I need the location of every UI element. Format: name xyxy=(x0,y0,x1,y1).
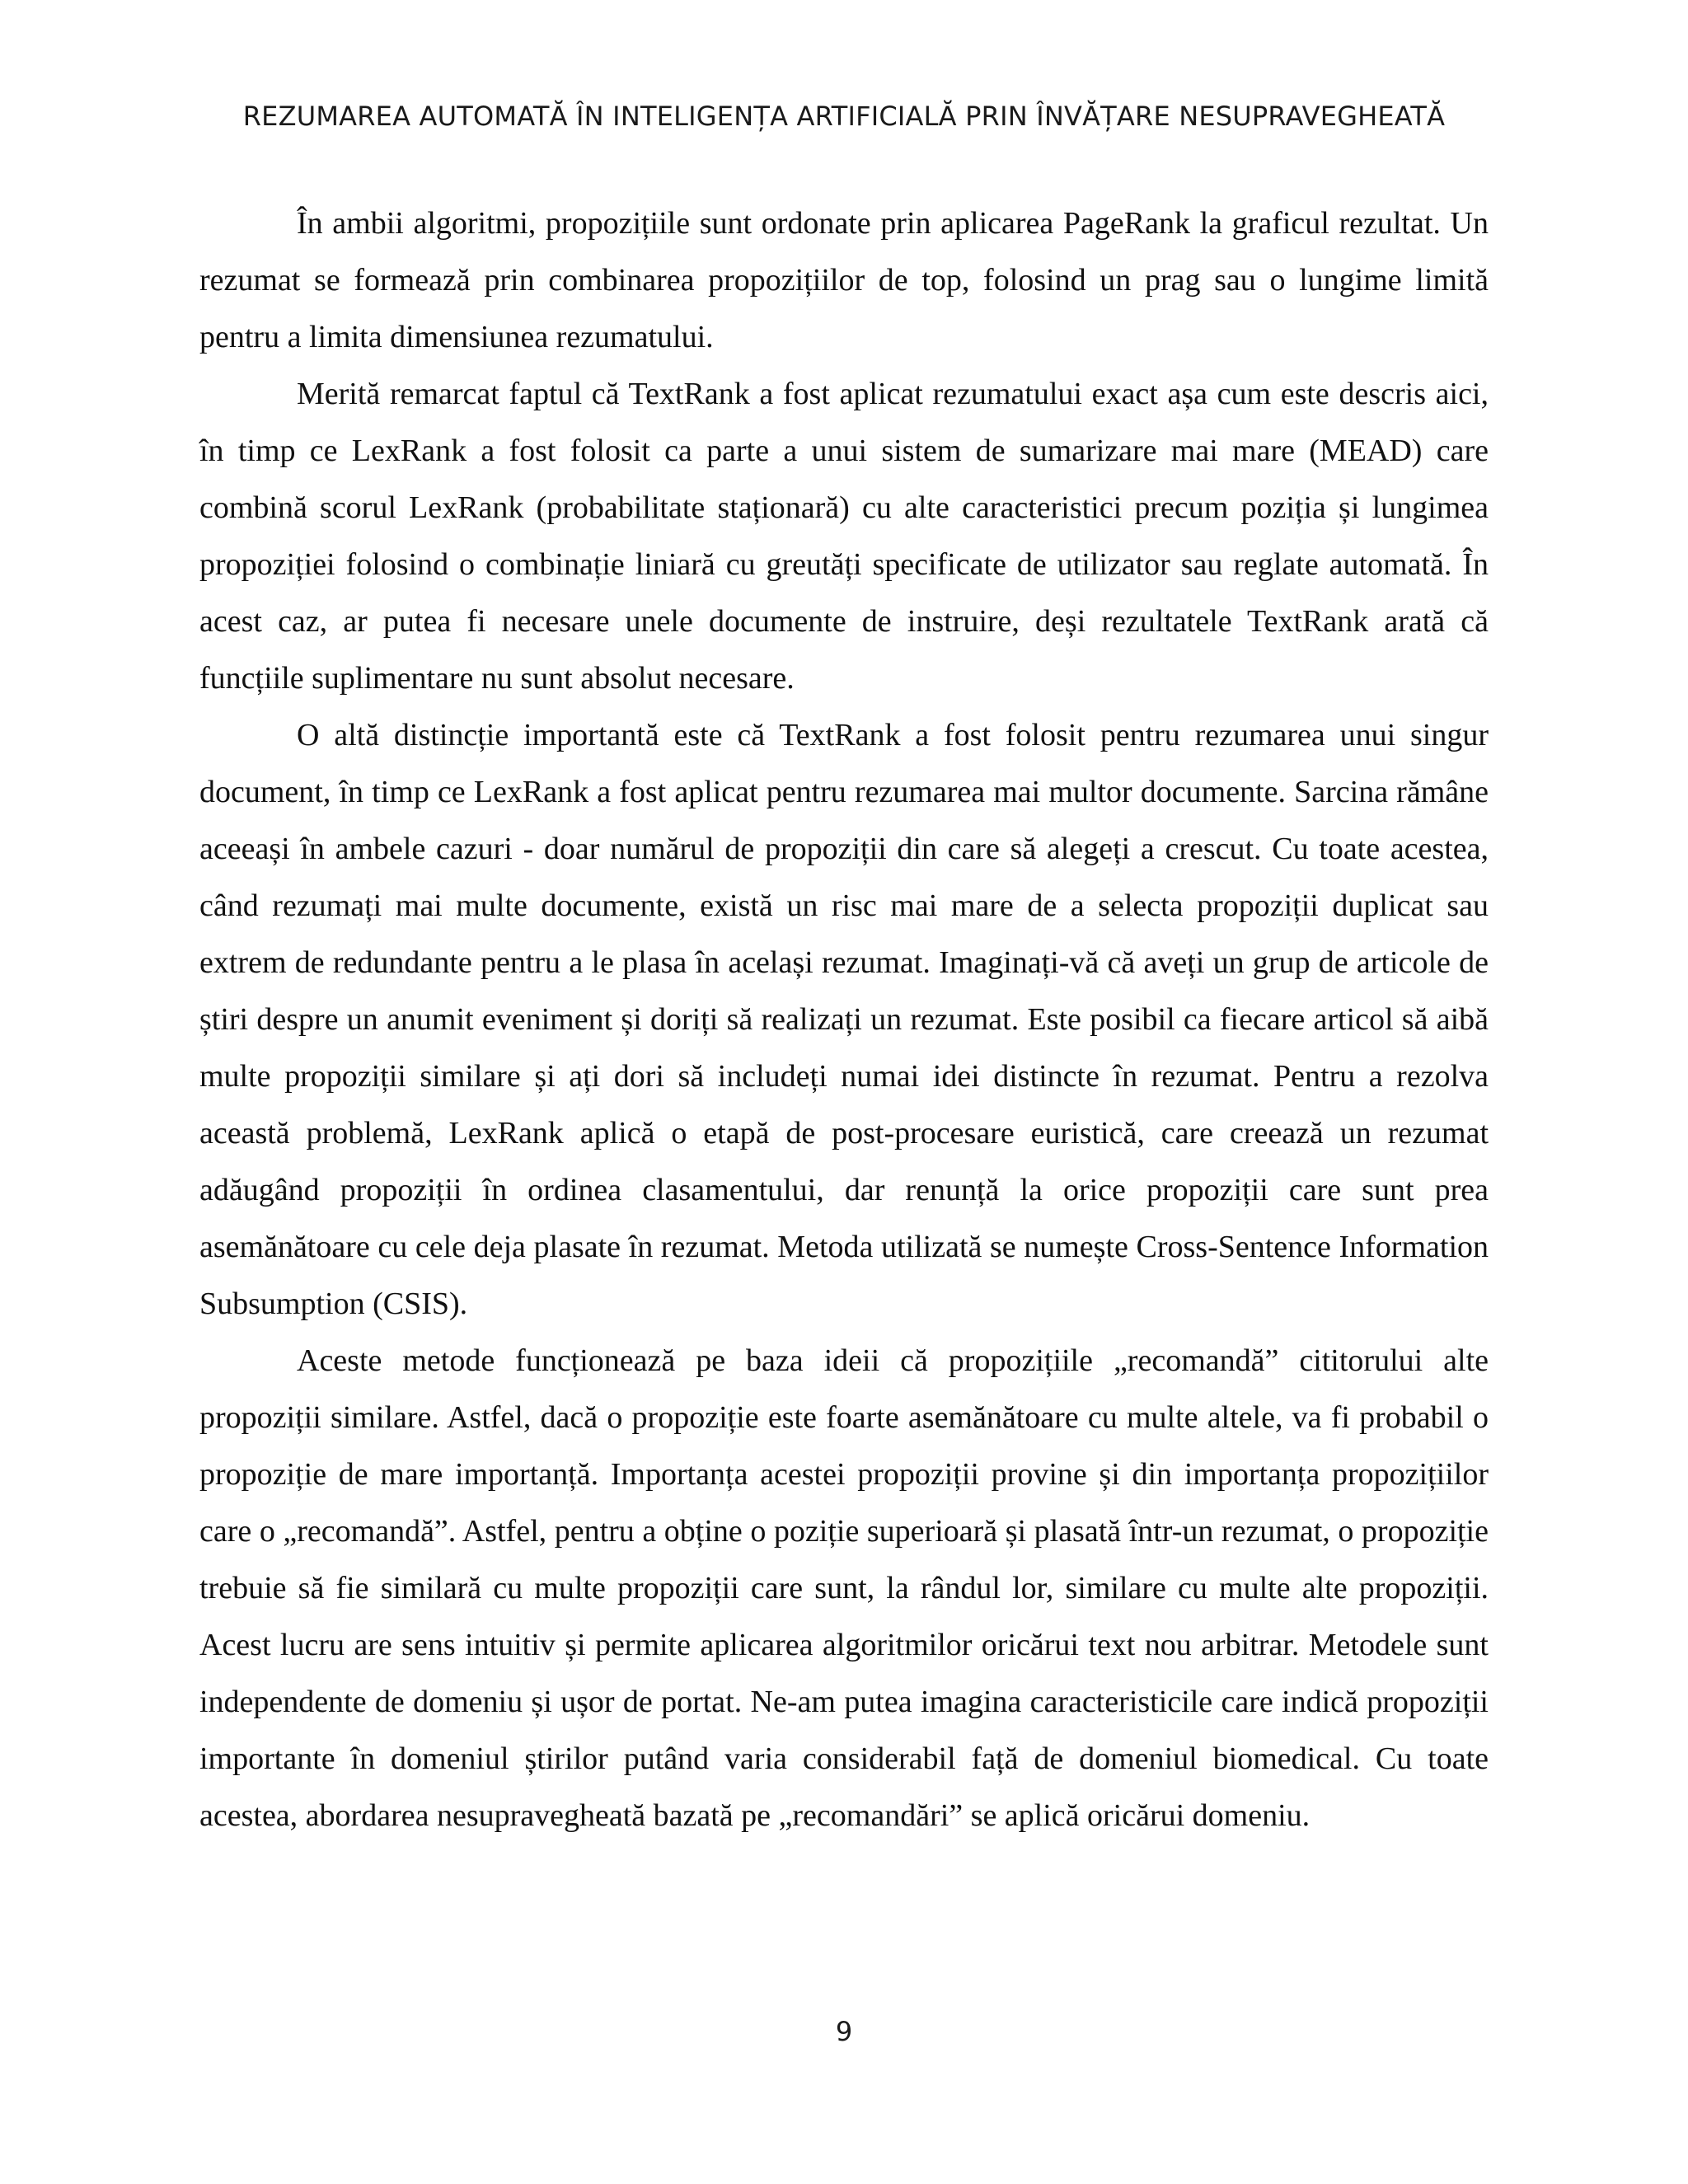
body-text xyxy=(199,195,1489,1844)
paragraph: Merită remarcat faptul că TextRank a fost aplicat rezumatului exact așa cum este descris aici, în timp ce LexRank a fost folosit ca parte a unui sistem de sumarizare mai mare (MEAD) care combină scorul LexRank (probabilitate staționară) cu alte caracteristici precum poziția și lungimea propoziției folosind o combinație liniară cu greutăți specificate de utilizator sau reglate automată. În acest caz, ar putea fi necesare unele documente de instruire, deși rezultatele TextRank arată că funcțiile suplimentare nu sunt absolut necesare. xyxy=(199,377,1489,696)
page-number: 9 xyxy=(835,2016,853,2047)
paragraph: În ambii algoritmi, propozițiile sunt ordonate prin aplicarea PageRank la graficul rezultat. Un rezumat se formează prin combinarea propozițiilor de top, folosind un prag sau o lungime limită pentru a limita dimensiunea rezumatului. xyxy=(199,206,1489,354)
paragraph: O altă distincție importantă este că TextRank a fost folosit pentru rezumarea unui singur document, în timp ce LexRank a fost aplicat pentru rezumarea mai multor documente. Sarcina rămâne aceeași în ambele cazuri - doar numărul de propoziții din care să alegeți a crescut. Cu toate acestea, când rezumați mai multe documente, există un risc mai mare de a selecta propoziții duplicat sau extrem de redundante pentru a le plasa în același rezumat. Imaginați-vă că aveți un grup de articole de știri despre un anumit eveniment și doriți să realizați un rezumat. Este posibil ca fiecare articol să aibă multe propoziții similare și ați dori să includeți numai idei distincte în rezumat. Pentru a rezolva această problemă, LexRank aplică o etapă de post-procesare euristică, care creează un rezumat adăugând propoziții în ordinea clasamentului, dar renunță la orice propoziții care sunt prea asemănătoare cu cele deja plasate în rezumat. Metoda utilizată se numește Cross-Sentence Information Subsumption (CSIS). xyxy=(199,718,1489,1321)
paragraph: Aceste metode funcționează pe baza ideii că propozițiile „recomandă” cititorului alte propoziții similare. Astfel, dacă o propoziție este foarte asemănătoare cu multe altele, va fi probabil o propoziție de mare importanță. Importanța acestei propoziții provine și din importanța propozițiilor care o „recomandă”. Astfel, pentru a obține o poziție superioară și plasată într-un rezumat, o propoziție trebuie să fie similară cu multe propoziții care sunt, la rândul lor, similare cu multe alte propoziții. Acest lucru are sens intuitiv și permite aplicarea algoritmilor oricărui text nou arbitrar. Metodele sunt independente de domeniu și ușor de portat. Ne-am putea imagina caracteristicile care indică propoziții importante în domeniul știrilor putând varia considerabil față de domeniul biomedical. Cu toate acestea, abordarea nesupravegheată bazată pe „recomandări” se aplică oricărui domeniu. xyxy=(199,1343,1489,1833)
running-header: REZUMAREA AUTOMATĂ ÎN INTELIGENȚA ARTIFICIALĂ PRIN ÎNVĂȚARE NESUPRAVEGHEATĂ xyxy=(242,101,1446,132)
